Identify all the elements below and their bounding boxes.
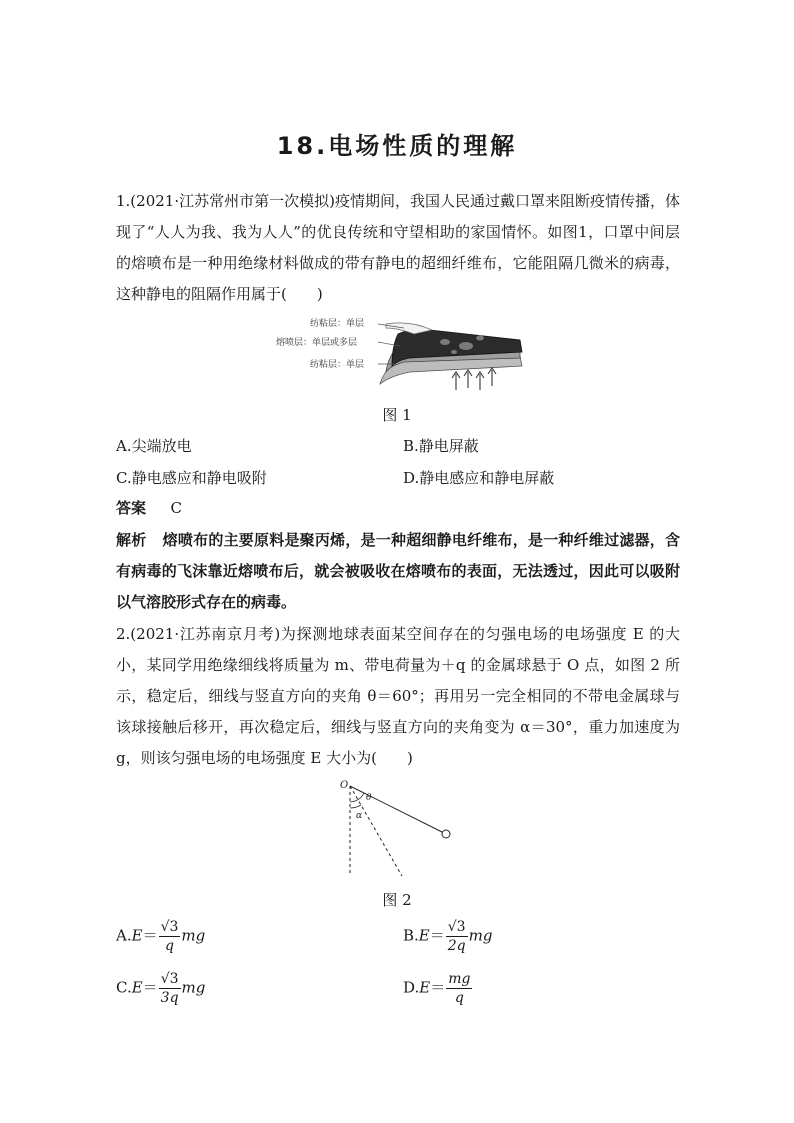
q1-analysis xyxy=(116,525,680,618)
mask-layers-figure xyxy=(270,312,530,396)
layer-label-middle: 熔喷层：单层或多层 xyxy=(276,338,358,348)
theta-label: θ xyxy=(366,793,372,803)
q2-option-d: D.E＝ $\frac{mg}{q}$ xyxy=(403,971,471,1006)
layer-label-bottom: 纺粘层：单层 xyxy=(310,360,365,370)
question-2-text: 2.(2021·江苏南京月考)为探测地球表面某空间存在的匀强电场的电场强度 E 的大小，某同学用绝缘细线将质量为 m、带电荷量为＋q 的金属球悬于 O 点，如图 2 所示，稳定后，细线与竖直方向的夹角 θ＝60°；再用另一完全相同的不带电金属球与该球接触后移开，再次稳定后，细线与竖直方向的夹角变为 α＝30°，重力加速度为 g，则该匀强电场的电场强度 E 大小为( ) xyxy=(116,625,680,767)
q1-option-a: A.尖端放电 xyxy=(116,437,192,455)
figure-1-caption: 图 1 xyxy=(382,406,412,424)
analysis-text: 熔喷布的主要原料是聚丙烯，是一种超细静电纤维布，是一种纤维过滤器，含有病毒的飞沫靠近熔喷布后，就会被吸收在熔喷布的表面，无法透过，因此可以吸附以气溶胶形式存在的病毒。 xyxy=(116,531,680,611)
q1-answer-row xyxy=(116,498,182,518)
alpha-label: α xyxy=(356,811,363,821)
analysis-label: 解析 xyxy=(116,531,147,549)
layer-label-top: 纺粘层：单层 xyxy=(310,319,365,329)
q2-option-b: B.E＝ $\frac{√3}{2q}$ mg xyxy=(403,919,493,954)
question-1-text: 1.(2021·江苏常州市第一次模拟)疫情期间，我国人民通过戴口罩来阻断疫情传播，体现了“人人为我、我为人人”的优良传统和守望相助的家国情怀。如图1，口罩中间层的熔喷布是一种用绝缘材料做成的带有静电的超细纤维布，它能阻隔几微米的病毒，这种静电的阻隔作用属于( ) xyxy=(116,192,680,303)
answer-value: C xyxy=(170,499,182,517)
q2-option-a: A.E＝ $\frac{√3}{q}$ mg xyxy=(116,919,206,954)
q2-option-c: C.E＝ $\frac{√3}{3q}$ mg xyxy=(116,971,206,1006)
page-title: 18.电场性质的理解 xyxy=(276,132,518,160)
pendulum-figure xyxy=(336,778,456,878)
answer-label: 答案 xyxy=(116,499,147,517)
q1-option-d: D.静电感应和静电屏蔽 xyxy=(403,469,555,487)
q1-option-c: C.静电感应和静电吸附 xyxy=(116,469,267,487)
point-o-label: O xyxy=(340,780,349,791)
figure-2-caption: 图 2 xyxy=(382,891,412,909)
q1-option-b: B.静电屏蔽 xyxy=(403,437,479,455)
